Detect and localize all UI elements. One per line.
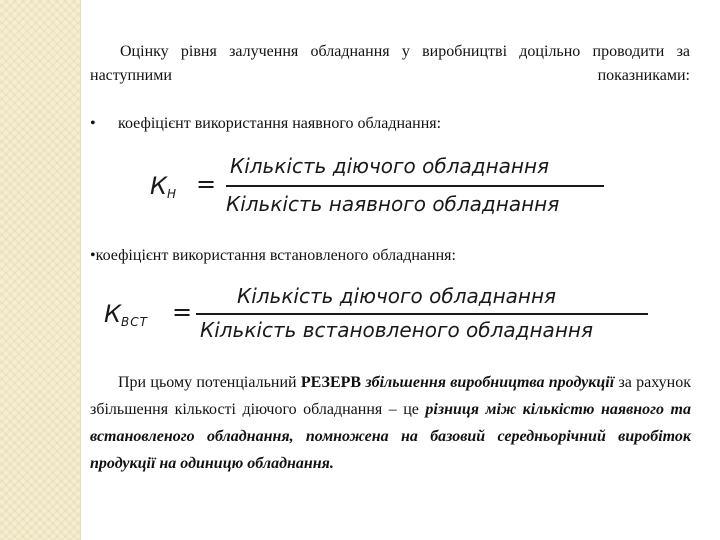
reserve-term: РЕЗЕРВ (300, 374, 362, 391)
closing-text (90, 369, 691, 477)
formula-numerator: Кількість діючого обладнання (237, 284, 557, 308)
bullet-marker: • (90, 247, 96, 264)
bullet-item-installed-equipment (90, 245, 690, 267)
formula-installed-coefficient (100, 282, 660, 344)
bullet-text: коефіцієнт використання наявного обладнання: (118, 115, 442, 132)
formula-denominator: Кількість встановленого обладнання (200, 318, 593, 342)
production-increase-phrase: збільшення виробництва продукції (361, 374, 615, 391)
intro-paragraph (90, 40, 690, 88)
coefficient-subscript: Н (167, 187, 178, 201)
coefficient-symbol: К (150, 172, 168, 200)
coefficient-symbol: К (104, 300, 122, 328)
formula-coefficient (150, 172, 177, 200)
closing-paragraph (90, 369, 691, 477)
decorative-side-strip (0, 0, 80, 540)
formula-denominator: Кількість наявного обладнання (226, 192, 560, 216)
coefficient-subscript: ВСТ (121, 315, 148, 329)
formula-numerator: Кількість діючого обладнання (230, 154, 550, 178)
fraction-bar (226, 185, 604, 187)
closing-part-4: за рахунок збільшення кількості діючого обладнання – це (90, 374, 691, 418)
fraction-bar (196, 313, 648, 315)
intro-text: Оцінку рівня залучення обладнання у виробництві доцільно проводити за наступними показниками: (90, 43, 690, 84)
formula-coefficient (104, 300, 148, 328)
formula-available-coefficient (148, 152, 618, 222)
equals-sign: = (196, 170, 217, 198)
side-divider (80, 0, 81, 540)
bullet-item-available-equipment (90, 113, 690, 135)
difference-definition: різниця між кількістю наявного та встановленого обладнання, помножена на базовий середньорічний виробіток продукції на одиницю обладнання. (90, 401, 691, 472)
closing-part-1: При цьому потенціальний (118, 374, 301, 391)
bullet-marker: • (90, 115, 96, 132)
equals-sign: = (172, 298, 193, 326)
bullet-text: коефіцієнт використання встановленого обладнання: (95, 247, 456, 264)
